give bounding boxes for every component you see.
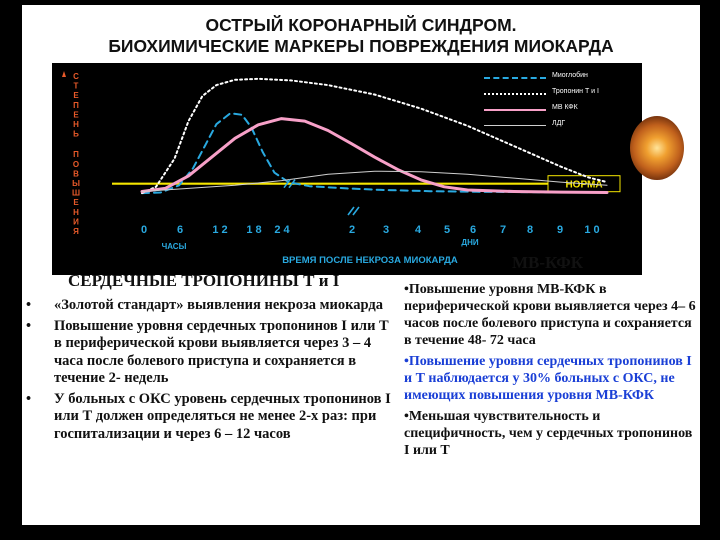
x-tick-label-days: 3 <box>382 224 390 236</box>
y-axis-letter: О <box>72 159 80 169</box>
legend-swatch <box>484 125 546 126</box>
x-tick-label-days: 1 0 <box>584 224 600 236</box>
title-line-1: ОСТРЫЙ КОРОНАРНЫЙ СИНДРОМ. <box>205 15 517 35</box>
legend-item-myoglobin <box>484 70 634 86</box>
bullet-marker: • <box>26 317 32 334</box>
x-tick-label-days: 5 <box>443 224 451 236</box>
slide-title <box>22 15 700 57</box>
y-axis-letter: С <box>73 72 79 81</box>
x-tick-label-days: 7 <box>499 224 507 236</box>
y-axis-letter: Е <box>73 198 79 208</box>
x-tick-label-days: 8 <box>526 224 534 236</box>
x-tick-label-hours: 0 <box>140 224 148 236</box>
y-axis-letter: Ь <box>73 129 79 139</box>
mbck-bullet: •Меньшая чувствительность и специфичность, чем у сердечных тропонинов I или Т <box>404 409 693 458</box>
y-axis-letter: Я <box>73 227 79 236</box>
title-line-2: БИОХИМИЧЕСКИЕ МАРКЕРЫ ПОВРЕЖДЕНИЯ МИОКАРДА <box>108 36 614 56</box>
x-tick-label-days: 9 <box>556 224 564 236</box>
slide <box>22 5 700 525</box>
troponin-heading: СЕРДЕЧНЫЕ ТРОПОНИНЫ Т и I <box>68 271 340 290</box>
x-tick-label-hours: 2 4 <box>274 224 290 236</box>
legend-item-troponin <box>484 86 634 102</box>
x-tick-label-days: 6 <box>469 224 477 236</box>
x-tick-label-hours: 1 2 <box>212 224 228 236</box>
x-tick-label-days: 4 <box>414 224 422 236</box>
y-axis-letter: Н <box>73 207 79 217</box>
norma-label: НОРМА <box>565 179 603 191</box>
troponin-bullet <box>24 297 396 315</box>
mbck-bullet: •Повышение уровня МВ-КФК в периферической крови выявляется через 4– 6 часов после болевого приступа и сохраняется в течение 48- 72 часа <box>404 282 696 348</box>
bullet-text: «Золотой стандарт» выявления некроза миокарда <box>54 297 383 313</box>
decorative-orb <box>630 116 684 180</box>
x-tick-label-days: 2 <box>348 224 356 236</box>
legend-label: МВ КФК <box>552 104 578 111</box>
y-axis-letter: П <box>73 100 79 110</box>
y-axis-letter: Е <box>73 91 79 101</box>
bullet-marker: • <box>26 390 32 407</box>
x-tick-label-hours: 1 8 <box>246 224 262 236</box>
troponin-bullet-list <box>24 297 396 446</box>
y-axis-letter: Т <box>73 81 79 91</box>
legend-swatch <box>484 109 546 111</box>
y-axis-letter: И <box>73 217 79 227</box>
y-axis-letter: Ш <box>71 188 81 198</box>
y-axis-letter: В <box>73 169 79 179</box>
x-unit-days: ДНИ <box>461 238 479 247</box>
x-axis-title: ВРЕМЯ ПОСЛЕ НЕКРОЗА МИОКАРДА <box>282 255 458 266</box>
legend-item-mbck <box>484 102 634 118</box>
legend-label: Миоглобин <box>552 72 588 79</box>
troponin-bullet <box>24 391 396 444</box>
mbck-heading: МВ-КФК <box>512 253 584 272</box>
y-axis-arrow-icon <box>62 71 66 77</box>
bullet-marker: • <box>26 297 32 313</box>
bullet-text: У больных с ОКС уровень сердечных тропонинов I или Т должен определяться не менее 2-х раз: при госпитализации и через 6 – 12 часов <box>54 390 391 442</box>
legend-label: Тропонин Т и I <box>552 88 599 95</box>
y-axis-letter: Ы <box>72 179 80 188</box>
troponin-bullet <box>24 318 396 388</box>
biomarker-chart <box>52 63 642 275</box>
mbck-bullet: •Повышение уровня сердечных тропонинов I и Т наблюдается у 30% больных с ОКС, не имеющих повышения уровня МВ-КФК <box>404 354 692 403</box>
mbck-bullet-list <box>404 281 700 463</box>
y-axis-letter: Е <box>73 110 79 120</box>
x-tick-label-hours: 6 <box>176 224 184 236</box>
y-axis-letter: П <box>73 150 79 160</box>
legend-label: ЛДГ <box>552 120 566 127</box>
legend-swatch <box>484 93 546 95</box>
bullet-text: Повышение уровня сердечных тропонинов I или Т в периферической крови выявляется через 3 – 4 часа после болевого приступа и сохраняется в течение 2- недель <box>54 317 389 386</box>
series-ldh <box>142 171 607 191</box>
y-axis-letter: Н <box>73 120 79 129</box>
legend-item-ldh <box>484 118 634 134</box>
legend-swatch <box>484 77 546 79</box>
x-unit-hours: ЧАСЫ <box>161 242 187 251</box>
axis-break-mark <box>348 207 359 215</box>
chart-legend <box>484 70 634 134</box>
